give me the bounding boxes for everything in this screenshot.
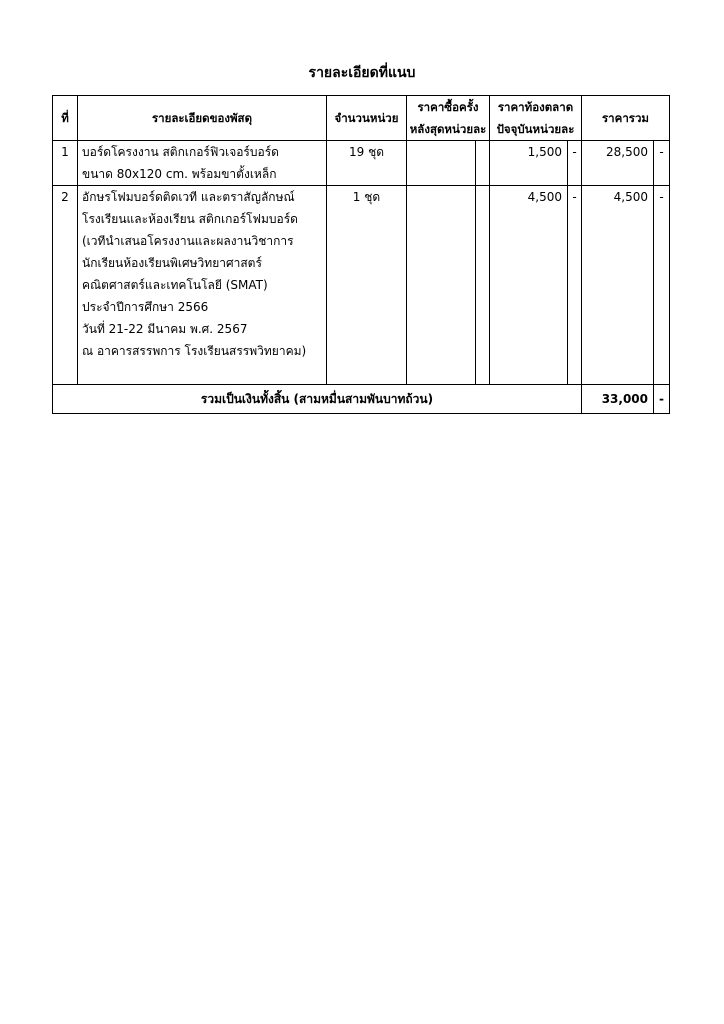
grand-total-amount: 33,000 (582, 385, 654, 414)
document-title: รายละเอียดที่แนบ (308, 65, 416, 81)
row-description: อักษรโฟมบอร์ดติดเวที และตราสัญลักษณ์ โรงเรียนและห้องเรียน สติกเกอร์โฟมบอร์ด (เวทีนำเสนอโครงงานและผลงานวิชาการ นักเรียนห้องเรียนพิเศษวิทยาศาสตร์ คณิตศาสตร์และเทคโนโลยี (SMAT) ประจำปีการศึกษา 2566 วันที่ 21-22 มีนาคม พ.ศ. 2567 ณ อาคารสรรพการ โรงเรียนสรรพวิทยาคม) (78, 186, 327, 385)
grand-total-satang: - (654, 385, 670, 414)
row-last-satang (476, 141, 490, 186)
row-description: บอร์ดโครงงาน สติกเกอร์ฟิวเจอร์บอร์ด ขนาด 80x120 cm. พร้อมขาตั้งเหล็ก (78, 141, 327, 186)
row-total: 4,500 (582, 186, 654, 385)
table-row (53, 186, 670, 385)
header-market-price: ราคาท้องตลาด ปัจจุบันหน่วยละ (490, 96, 582, 141)
row-market-price: 1,500 (490, 141, 568, 186)
header-total: ราคารวม (582, 96, 670, 141)
row-last-satang (476, 186, 490, 385)
row-market-satang: - (568, 141, 582, 186)
row-last-price (407, 186, 476, 385)
row-quantity: 19 ชุด (327, 141, 407, 186)
grand-total-label: รวมเป็นเงินทั้งสิ้น (สามหมื่นสามพันบาทถ้วน) (53, 385, 582, 414)
row-last-price (407, 141, 476, 186)
header-description: รายละเอียดของพัสดุ (78, 96, 327, 141)
row-total-satang: - (654, 186, 670, 385)
row-no: 2 (53, 186, 78, 385)
row-market-price: 4,500 (490, 186, 568, 385)
header-quantity: จำนวนหน่วย (327, 96, 407, 141)
table-row (53, 141, 670, 186)
row-total-satang: - (654, 141, 670, 186)
row-market-satang: - (568, 186, 582, 385)
items-table (52, 95, 670, 414)
row-quantity: 1 ชุด (327, 186, 407, 385)
header-no: ที่ (53, 96, 78, 141)
header-last-price: ราคาซื้อครั้ง หลังสุดหน่วยละ (407, 96, 490, 141)
header-row (53, 96, 670, 141)
grand-total-row (53, 385, 670, 414)
row-total: 28,500 (582, 141, 654, 186)
row-no: 1 (53, 141, 78, 186)
